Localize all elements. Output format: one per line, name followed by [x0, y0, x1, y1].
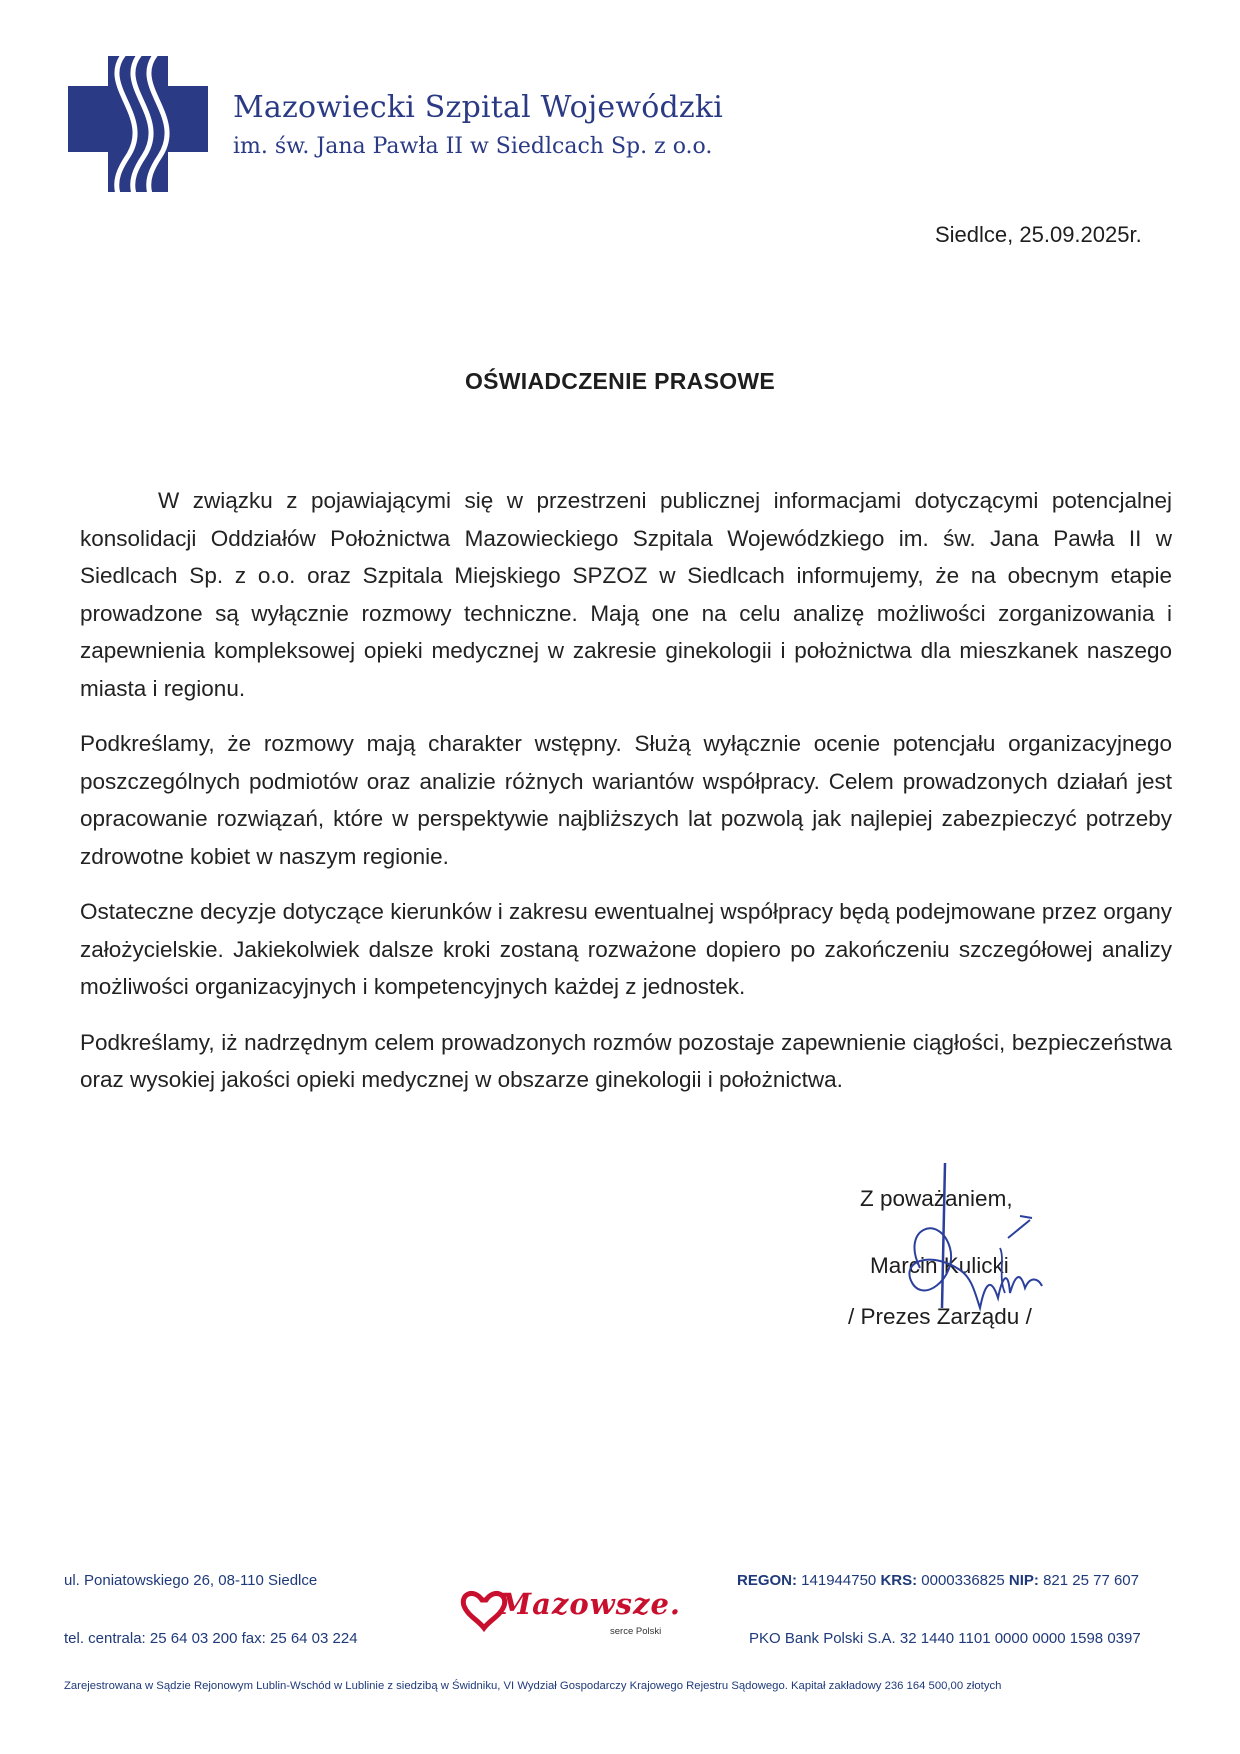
signer-role: / Prezes Zarządu / [848, 1304, 1032, 1329]
krs-value: 0000336825 [921, 1572, 1005, 1589]
mazowsze-logo: Mazowsze. [499, 1587, 682, 1621]
krs-label: KRS: [880, 1572, 918, 1589]
paragraph: Podkreślamy, że rozmowy mają charakter wstępny. Służą wyłącznie ocenie potencjału organizacyjnego poszczególnych podmiotów oraz analizie różnych wariantów współpracy. Celem prowadzonych działań jest opracowanie rozwiązań, które w perspektywie najbliższych lat pozwolą jak najlepiej zabezpieczyć potrzeby zdrowotne kobiet w naszym regionie. [80, 731, 1172, 869]
nip-label: NIP: [1008, 1572, 1039, 1589]
hospital-name: Mazowiecki Szpital Wojewódzki [233, 90, 724, 125]
statement-body [80, 482, 1172, 1117]
footer-company-ids [737, 1572, 1139, 1589]
handwritten-signature [880, 1158, 1060, 1318]
hospital-cross-logo-icon [68, 56, 208, 192]
paragraph: Podkreślamy, iż nadrzędnym celem prowadzonych rozmów pozostaje zapewnienie ciągłości, bezpieczeństwa oraz wysokiej jakości opieki medycznej w obszarze ginekologii i położnictwa. [80, 1029, 1172, 1092]
regon-label: REGON: [737, 1572, 797, 1589]
closing-greeting: Z poważaniem, [860, 1186, 1013, 1211]
hospital-subtitle: im. św. Jana Pawła II w Siedlcach Sp. z o.o. [233, 134, 713, 159]
document-title: OŚWIADCZENIE PRASOWE [464, 368, 776, 394]
footer-address: ul. Poniatowskiego 26, 08-110 Siedlce [64, 1572, 318, 1589]
nip-value: 821 25 77 607 [1043, 1572, 1139, 1589]
paragraph: W związku z pojawiającymi się w przestrzeni publicznej informacjami dotyczącymi potencjalnej konsolidacji Oddziałów Położnictwa Mazowieckiego Szpitala Wojewódzkiego im. św. Jana Pawła II w Siedlcach Sp. z o.o. oraz Szpitala Miejskiego SPZOZ w Siedlcach informujemy, że na obecnym etapie prowadzone są wyłącznie rozmowy techniczne. Mają one na celu analizę możliwości zorganizowania i zapewnienia kompleksowej opieki medycznej w zakresie ginekologii i położnictwa dla mieszkanek naszego miasta i regionu. [80, 488, 1172, 701]
footer-registry-note: Zarejestrowana w Sądzie Rejonowym Lublin-Wschód w Lublinie z siedzibą w Świdniku, VI Wydział Gospodarczy Krajowego Rejestru Sądowego. Kapitał zakładowy 236 164 500,00 złotych [64, 1680, 1002, 1692]
footer-bank-account: PKO Bank Polski S.A. 32 1440 1101 0000 0000 1598 0397 [749, 1630, 1141, 1647]
regon-value: 141944750 [801, 1572, 877, 1589]
paragraph: Ostateczne decyzje dotyczące kierunków i zakresu ewentualnej współpracy będą podejmowane przez organy założycielskie. Jakiekolwiek dalsze kroki zostaną rozważone dopiero po zakończeniu szczegółowej analizy możliwości organizacyjnych i kompetencyjnych każdej z jednostek. [80, 899, 1172, 999]
signer-name: Marcin Kulicki [870, 1253, 1009, 1278]
footer-phone: tel. centrala: 25 64 03 200 fax: 25 64 03 224 [64, 1630, 358, 1647]
document-date: Siedlce, 25.09.2025r. [935, 222, 1142, 247]
mazowsze-tagline: serce Polski [610, 1626, 662, 1637]
